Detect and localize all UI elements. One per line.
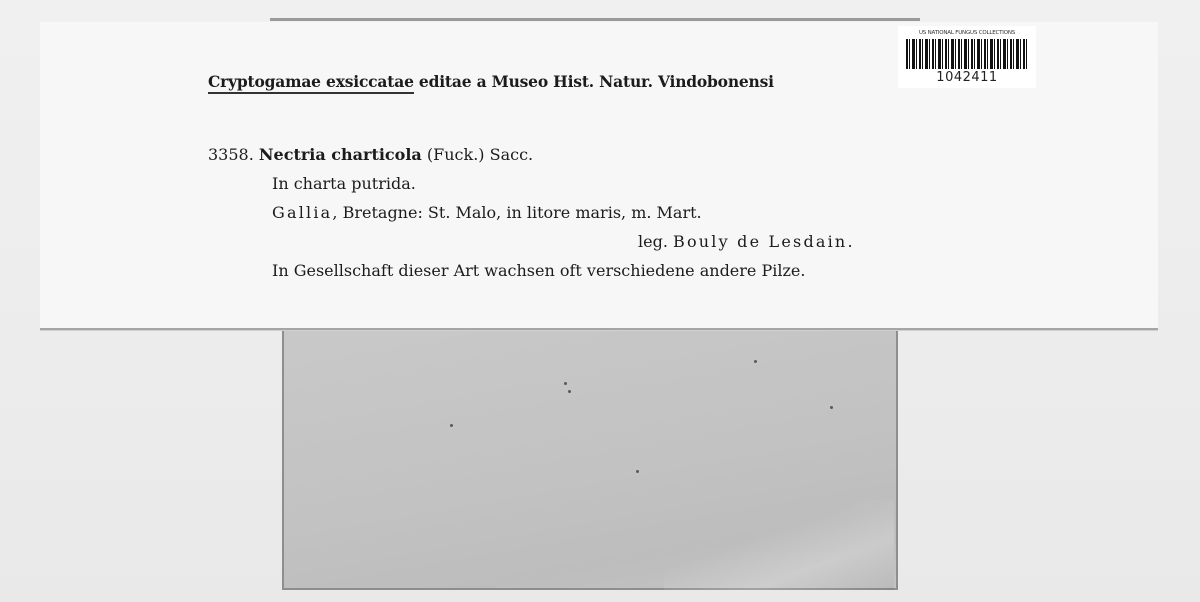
taxon-authors: (Fuck.) Sacc. [421,145,534,164]
collector-text [208,227,855,256]
collector-name: Bouly de Lesdain. [673,232,855,251]
specimen-label [40,22,1158,330]
entry-number: 3358. [208,145,254,164]
barcode-institution: US NATIONAL FUNGUS COLLECTIONS [918,30,1016,36]
note-text: In Gesellschaft dieser Art wachsen oft verschiedene andere Pilze. [272,261,806,280]
collector-prefix: leg. [638,232,673,251]
locality-country: Gallia [272,203,333,222]
specimen-speck [754,360,757,363]
barcode-number: 1042411 [936,70,998,85]
barcode-label [898,26,1036,88]
specimen-speck [450,424,453,427]
specimen-packet [282,318,898,590]
collection-header [208,72,774,91]
locality-detail: , Bretagne: St. Malo, in litore maris, m. Mart. [332,203,702,222]
taxon-row [208,140,855,169]
series-publisher: editae a Museo Hist. Natur. Vindobonensi [413,72,774,91]
specimen-speck [564,382,567,385]
substrate-text: In charta putrida. [272,174,416,193]
specimen-speck [636,470,639,473]
taxon-name: Nectria charticola [258,145,422,164]
series-title: Cryptogamae exsiccatae [208,72,414,94]
barcode-icon [906,39,1028,69]
specimen-speck [830,406,833,409]
specimen-speck [568,390,571,393]
specimen-entry [208,140,855,285]
locality-text [208,198,855,227]
